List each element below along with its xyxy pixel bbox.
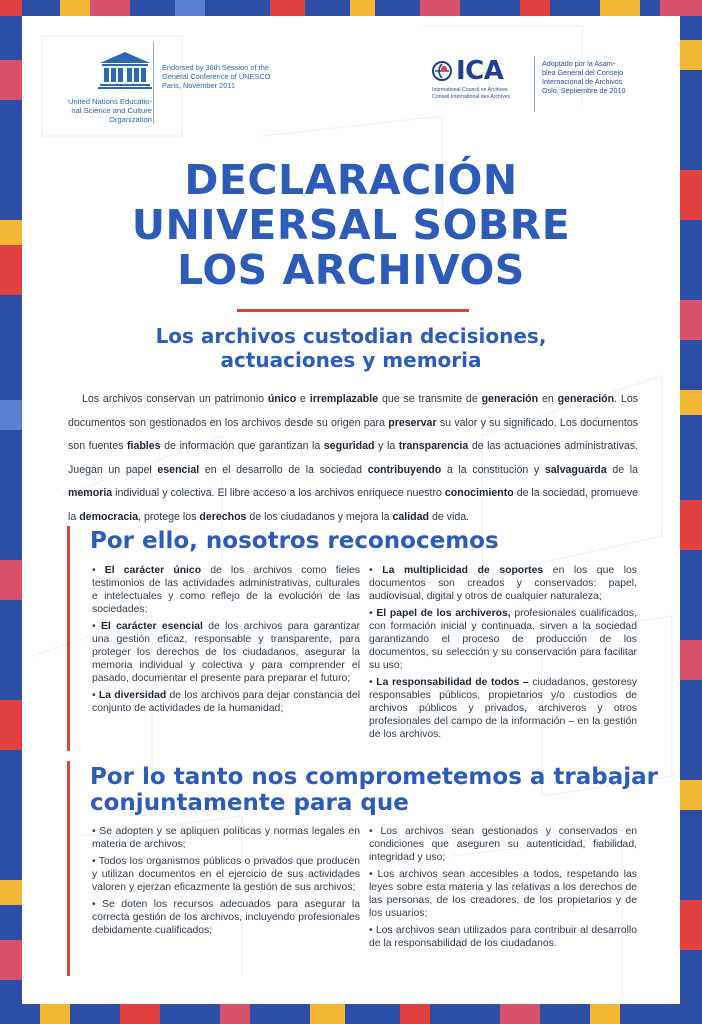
title-underline — [237, 309, 469, 312]
header-divider-right — [534, 56, 535, 112]
section1-title: Por ello, nosotros reconocemos — [90, 528, 499, 554]
page-subtitle: Los archivos custodian decisiones, actuaciones y memoria — [155, 324, 547, 372]
section2-right-column — [369, 825, 637, 954]
unesco-endorsement: Endorsed by 36th Session of the General Conference of UNESCO Paris, November 2011 — [162, 63, 271, 90]
unesco-full-name: United Nations Educatio- nal Science and Culture Organization — [68, 97, 152, 124]
list-item: • Los archivos sean accesibles a todos, respetando las leyes sobre esta materia y las relativas a los derechos de las personas, de los creadores, de los propietarios y de los usuarios; — [369, 869, 637, 919]
list-item: • Se adopten y se apliquen políticas y normas legales en materia de archivos; — [92, 826, 360, 850]
section2-left-column — [92, 825, 360, 941]
list-item: • Se doten los recursos adecuados para asegurar la correcta gestión de los archivos, incluyendo profesionales debidamente cualificados; — [92, 899, 360, 936]
ica-logo-text: ICA — [456, 56, 504, 86]
ica-adoption: Adoptado por la Asam- blea General del Consejo Internacional de Archivos Oslo, Septiembre de 2010 — [542, 59, 626, 95]
list-item: • El carácter único de los archivos como fieles testimonios de las actividades administrativas, culturales e intelectuales y como reflejo de la evolución de las sociedades; — [92, 565, 360, 615]
document-page — [22, 16, 680, 1004]
section2-accent-bar — [67, 761, 70, 976]
list-item: • El papel de los archiveros, profesionales cualificados, con formación inicial y continuada, sirven a la sociedad garantizando el proceso de producción de los documentos, su selección y su conservación para facilitar su uso; — [369, 608, 638, 671]
section1-accent-bar — [67, 526, 70, 751]
section1-left-column — [92, 564, 360, 719]
list-item: • La diversidad de los archivos para dejar constancia del conjunto de actividades de la humanidad; — [92, 690, 360, 714]
page-title: DECLARACIÓN UNIVERSAL SOBRE LOS ARCHIVOS — [131, 156, 571, 294]
ica-globe-icon — [432, 61, 452, 81]
list-item: • La multiplicidad de soportes en los que los documentos son creados y conservados: papel, audiovisual, digital y otros de cualquier naturaleza; — [369, 565, 637, 602]
ica-name-fr: Conseil International des Archives — [432, 94, 511, 100]
list-item: • Los archivos sean gestionados y conservados en condiciones que aseguren su autenticidad, fiabilidad, integridad y uso; — [369, 826, 637, 863]
unesco-logo-block — [52, 50, 152, 124]
list-item: • La responsabilidad de todos – ciudadanos, gestoresy responsables públicos, propietarios y/o custodios de archivos públicos y privados, archiveros y otros profesionales del campo de la información – en la gestión de los archivos. — [369, 677, 638, 740]
header-divider-left — [153, 42, 154, 124]
intro-paragraph: Los archivos conservan un patrimonio único e irremplazable que se transmite de generación en generación. Los documentos son gestionados en los archivos desde su origen para preservar su valor y su significado. Los documentos son fuentes fiables de información que garantizan la seguridad y la transparencia de las actuaciones administrativas. Juegan un papel esencial en el desarrollo de la sociedad contribuyendo a la constitución y salvaguarda de la memoria individual y colectiva. El libre acceso a los archivos enriquece nuestro conocimiento de la sociedad, promueve la democracia, protege los derechos de los ciudadanos y mejora la calidad de vida. — [68, 393, 639, 523]
section1-right-column — [369, 564, 637, 745]
section2-title: Por lo tanto nos comprometemos a trabajar conjuntamente para que — [90, 764, 659, 816]
ica-logo-block — [432, 56, 542, 100]
list-item: • Los archivos sean utilizados para contribuir al desarrollo de la responsabilidad de los ciudadanos. — [369, 925, 637, 949]
list-item: • El carácter esencial de los archivos para garantizar una gestión eficaz, responsable y transparente, para proteger los derechos de los ciudadanos, asegurar la memoria individual y colectiva y para comprender el pasado, documentar el presente para preparar el futuro; — [92, 621, 361, 684]
unesco-temple-icon — [98, 50, 152, 90]
ica-name-en: International Council on Archives — [432, 87, 508, 93]
list-item: • Todos los organismos públicos o privados que producen y utilizan documentos en el ejercicio de sus actividades valoren y ejerzan eficazmente la gestión de sus archivos; — [92, 856, 360, 893]
